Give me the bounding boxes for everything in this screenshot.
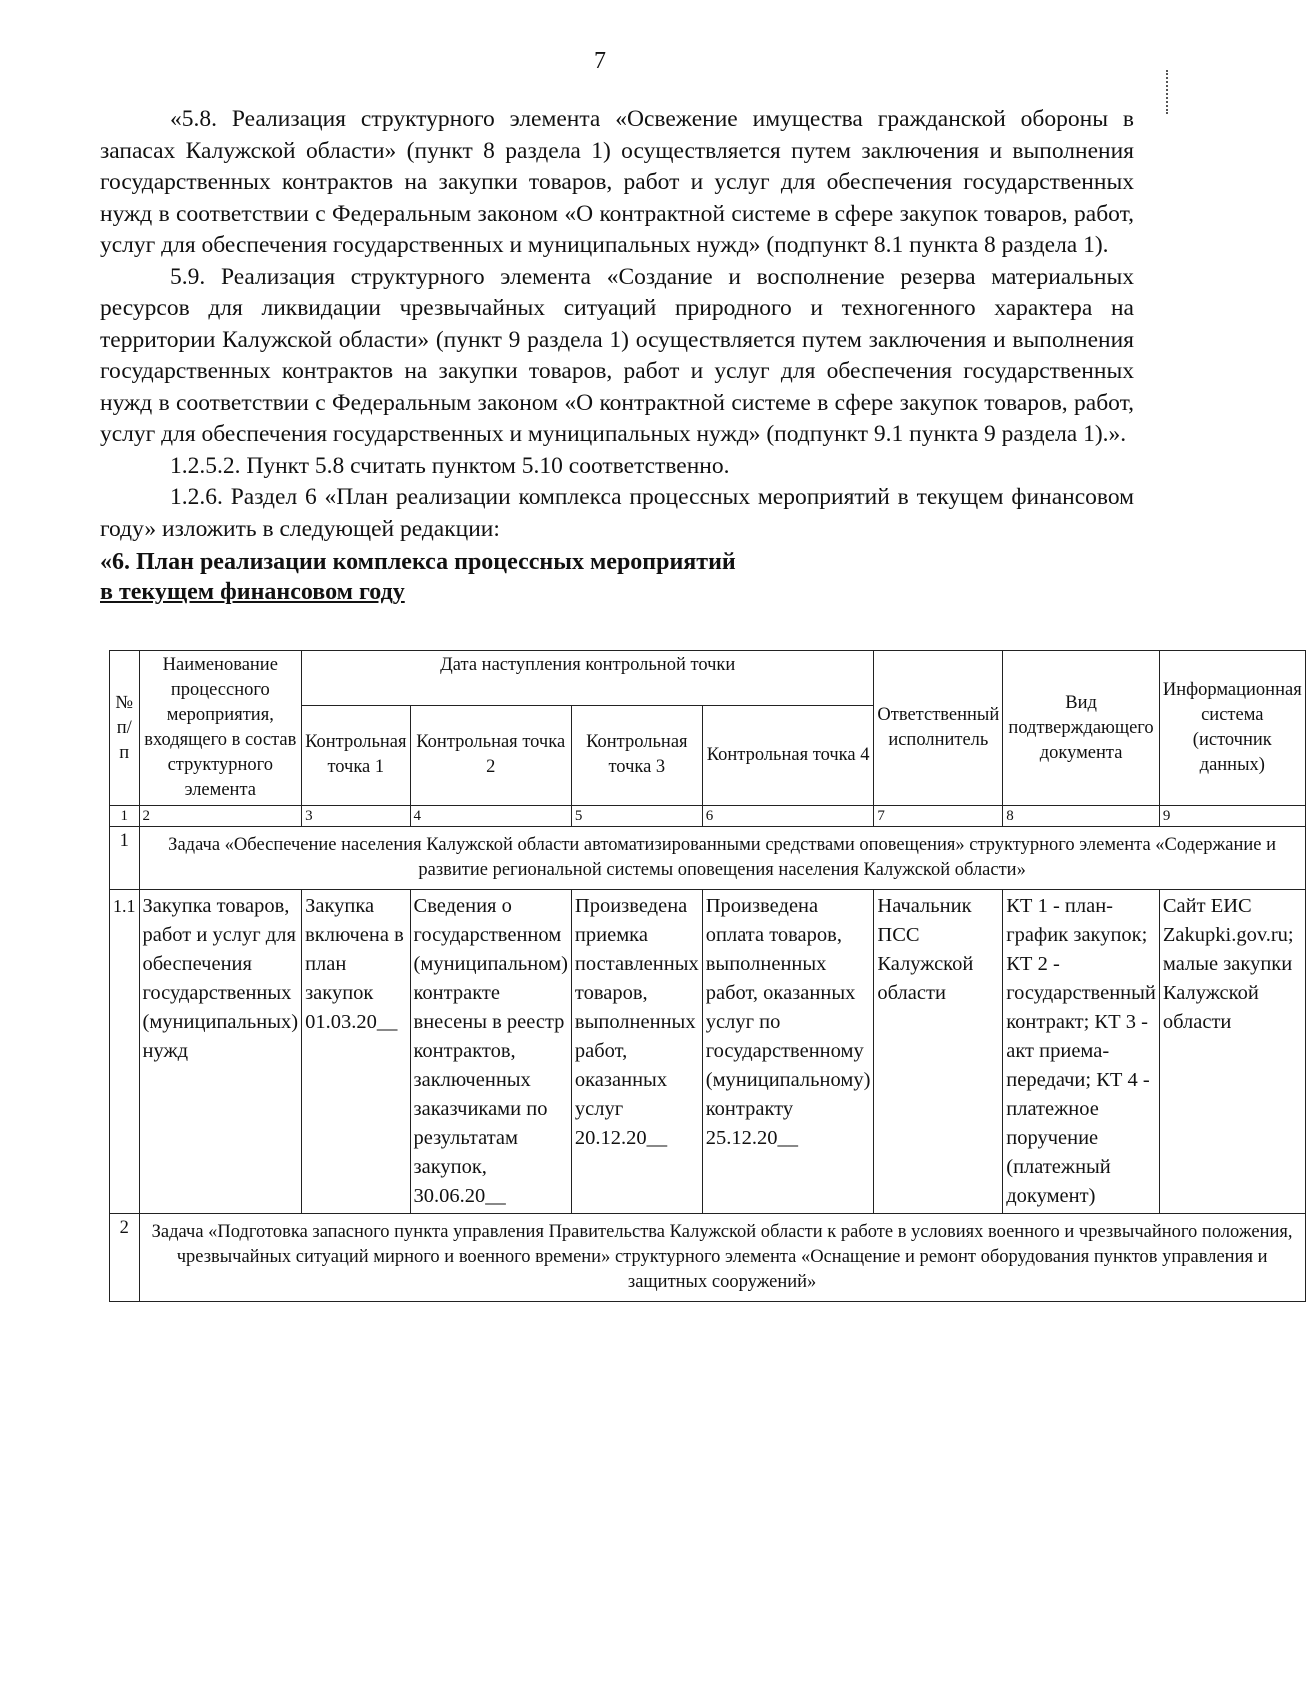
margin-mark: [1166, 70, 1174, 114]
task-row-2: [110, 1214, 1306, 1302]
header-kt3: Контрольная точка 3: [571, 705, 702, 805]
header-kt2: Контрольная точка 2: [410, 705, 571, 805]
col-number: 7: [874, 806, 1003, 827]
header-name: Наименование процессного мероприятия, входящего в состав структурного элемента: [139, 651, 302, 806]
task-row-1: [110, 827, 1306, 890]
col-number: 9: [1159, 806, 1305, 827]
paragraph-5-8: «5.8. Реализация структурного элемента «Освежение имущества гражданской обороны в запасах Калужской области» (пункт 8 раздела 1) осуществляется путем заключения и выполнения государственных контрактов на закупки товаров, работ и услуг для обеспечения государственных нужд в соответствии с Федеральным законом «О контрактной системе в сфере закупок товаров, работ, услуг для обеспечения государственных и муниципальных нужд» (подпункт 8.1 пункта 8 раздела 1).: [100, 106, 1134, 258]
row-kt2: Сведения о государственном (муниципальном) контракте внесены в реестр контрактов, заключенных заказчиками по результатам закупок, 30.06.20__: [410, 890, 571, 1214]
paragraph-5-9: 5.9. Реализация структурного элемента «Создание и восполнение резерва материальных ресурсов для ликвидации чрезвычайных ситуаций природного и техногенного характера на территории Калужской области» (пункт 9 раздела 1) осуществляется путем заключения и выполнения государственных контрактов на закупки товаров, работ и услуг для обеспечения государственных нужд в соответствии с Федеральным законом «О контрактной системе в сфере закупок товаров, работ, услуг для обеспечения государственных и муниципальных нужд» (подпункт 9.1 пункта 9 раздела 1).».: [100, 263, 1134, 447]
table-row: [110, 890, 1306, 1214]
col-number: 6: [702, 806, 874, 827]
col-number: 4: [410, 806, 571, 827]
row-executor: Начальник ПСС Калужской области: [874, 890, 1003, 1214]
task-1-text: Задача «Обеспечение населения Калужской области автоматизированными средствами оповещения» структурного элемента «Содержание и развитие региональной системы оповещения населения Калужской области»: [139, 827, 1305, 890]
row-doc-type: КТ 1 - план-график закупок; КТ 2 - государственный контракт; КТ 3 - акт приема-передачи; КТ 4 - платежное поручение (платежный документ): [1003, 890, 1160, 1214]
header-row-1: [110, 651, 1306, 706]
section-title-line1: «6. План реализации комплекса процессных мероприятий: [100, 549, 736, 575]
header-doc-type: Вид подтверждающего документа: [1003, 651, 1160, 806]
row-number: 1.1: [110, 890, 140, 1214]
plan-table: [109, 650, 1306, 1302]
col-number: 8: [1003, 806, 1160, 827]
section-title: [100, 547, 1134, 607]
header-kt4: Контрольная точка 4: [702, 705, 874, 805]
col-number: 2: [139, 806, 302, 827]
row-name: Закупка товаров, работ и услуг для обеспечения государственных (муниципальных) нужд: [139, 890, 302, 1214]
col-number: 3: [302, 806, 410, 827]
task-2-number: 2: [110, 1214, 140, 1302]
section-title-line2: в текущем финансовом году: [100, 579, 405, 605]
header-executor: Ответственный исполнитель: [874, 651, 1003, 806]
task-2-text: Задача «Подготовка запасного пункта управления Правительства Калужской области к работе в условиях военного и чрезвычайного положения, чрезвычайных ситуаций мирного и военного времени» структурного элемента «Оснащение и ремонт оборудования пунктов управления и защитных сооружений»: [139, 1214, 1305, 1302]
header-num: № п/п: [110, 651, 140, 806]
paragraph-1-2-5-2: 1.2.5.2. Пункт 5.8 считать пунктом 5.10 соответственно.: [170, 452, 730, 479]
row-kt1: Закупка включена в план закупок 01.03.20__: [302, 890, 410, 1214]
column-numbers-row: [110, 806, 1306, 827]
header-info-system: Информационная система (источник данных): [1159, 651, 1305, 806]
document-body: [100, 104, 1134, 607]
row-info-system: Сайт ЕИС Zakupki.gov.ru; малые закупки Калужской области: [1159, 890, 1305, 1214]
col-number: 5: [571, 806, 702, 827]
row-kt3: Произведена приемка поставленных товаров, выполненных работ, оказанных услуг 20.12.20__: [571, 890, 702, 1214]
col-number: 1: [110, 806, 140, 827]
header-date-group: Дата наступления контрольной точки: [302, 651, 874, 706]
task-1-number: 1: [110, 827, 140, 890]
row-kt4: Произведена оплата товаров, выполненных работ, оказанных услуг по государственному (муниципальному) контракту 25.12.20__: [702, 890, 874, 1214]
page-number: 7: [594, 48, 606, 74]
header-kt1: Контрольная точка 1: [302, 705, 410, 805]
paragraph-1-2-6: 1.2.6. Раздел 6 «План реализации комплекса процессных мероприятий в текущем финансовом году» изложить в следующей редакции:: [100, 484, 1134, 542]
